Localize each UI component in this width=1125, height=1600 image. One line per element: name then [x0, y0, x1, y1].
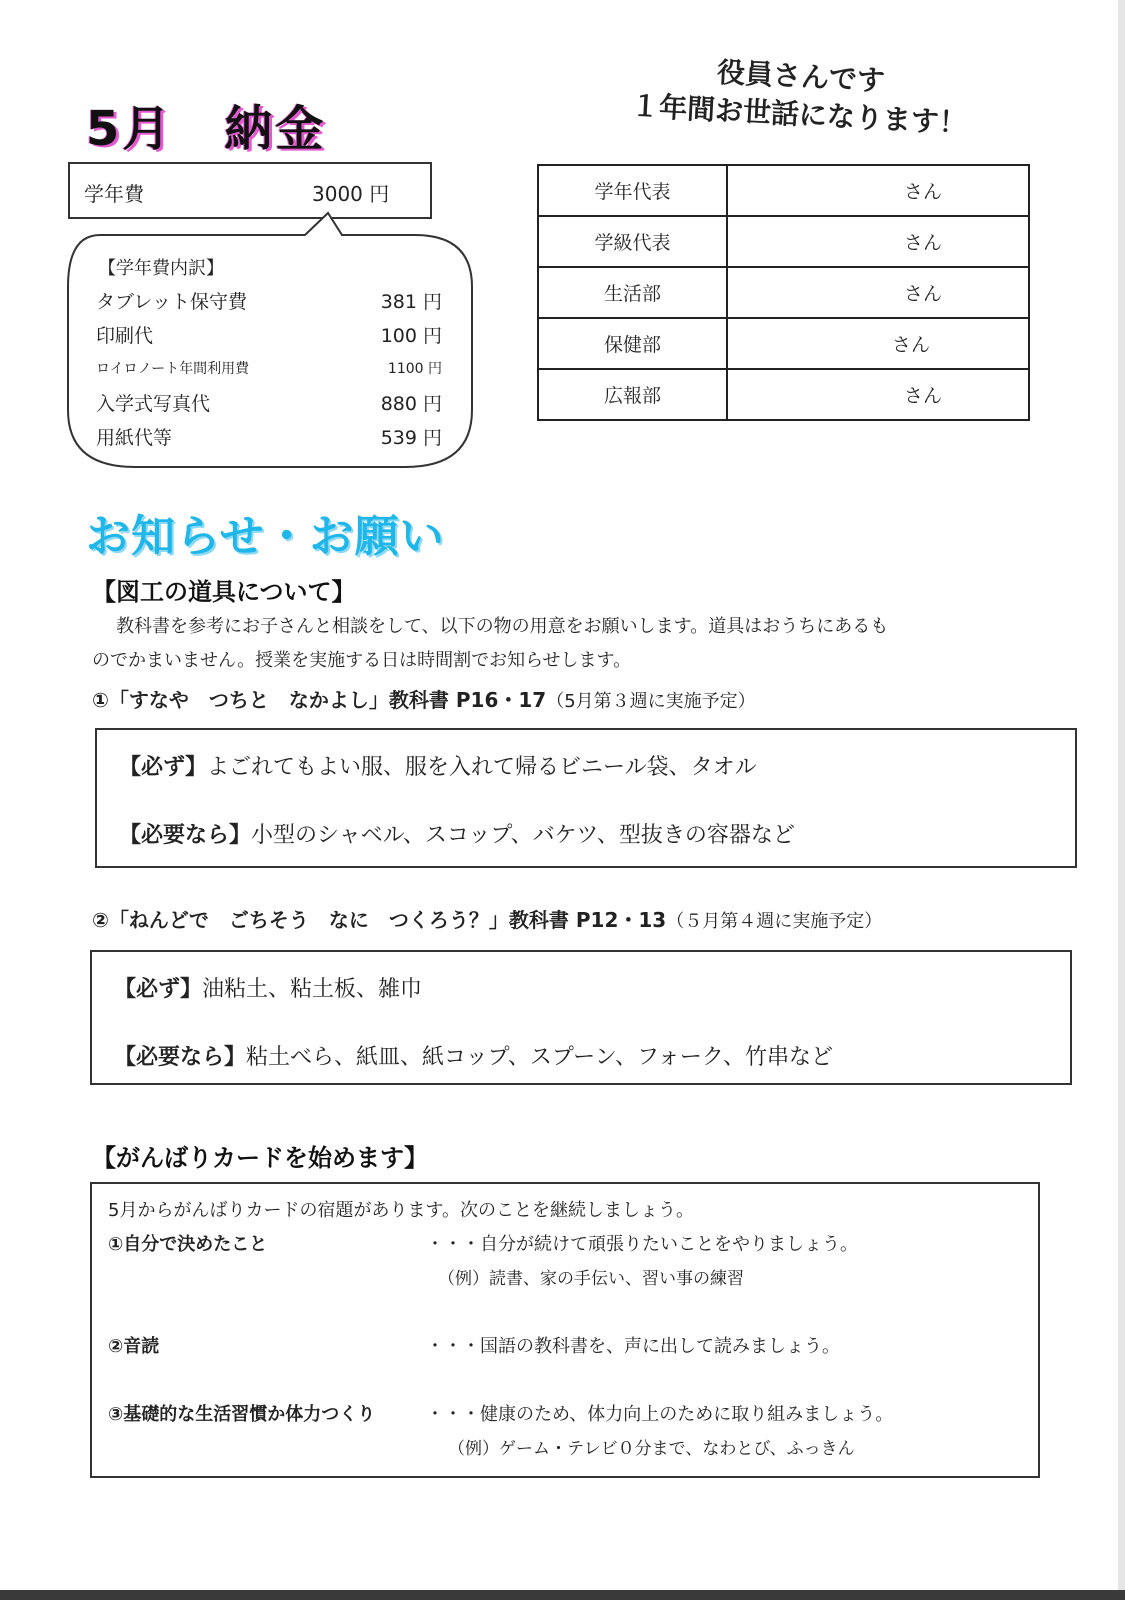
officer-name-cell: さん — [727, 369, 1029, 420]
required-line — [114, 972, 422, 1003]
officer-name-cell: さん — [727, 216, 1029, 267]
breakdown-item-name: 用紙代等 — [96, 427, 173, 449]
officers-title-line1: 役員さんです — [716, 55, 886, 98]
breakdown-row — [96, 321, 442, 348]
optional-line — [114, 1040, 833, 1071]
breakdown-item-amount: 100 円 — [380, 325, 442, 347]
art-item-heading — [92, 684, 756, 713]
required-items: よごれてもよい服、服を入れて帰るビニール袋、タオル — [207, 755, 757, 780]
card-heading: 【がんばりカードを始めます】 — [92, 1144, 428, 1172]
card-intro: 5月からがんばりカードの宿題があります。次のことを継続しましょう。 — [108, 1200, 695, 1221]
officers-table — [537, 164, 1030, 421]
officer-row — [538, 369, 1029, 420]
officers-title-line2: １年間お世話になります！ — [630, 89, 968, 140]
breakdown-item-name: タブレット保守費 — [96, 291, 248, 313]
required-label: 【必ず】 — [119, 755, 208, 780]
card-item-desc: ・・・自分が続けて頑張りたいことをやりましょう。 — [426, 1234, 858, 1255]
fee-title: 5月 納金 — [86, 101, 327, 157]
breakdown-item-name: 印刷代 — [96, 325, 154, 347]
page-edge-bottom — [0, 1590, 1125, 1600]
breakdown-row — [96, 287, 442, 314]
officer-role: 広報部 — [538, 369, 727, 420]
optional-line — [119, 818, 795, 849]
officer-row — [538, 216, 1029, 267]
breakdown-item-amount: 880 円 — [380, 393, 442, 415]
officer-name-cell: さん — [727, 267, 1029, 318]
breakdown-item-name: 入学式写真代 — [96, 393, 211, 415]
breakdown-row — [96, 358, 442, 378]
art-tools-intro-line2: のでかまいません。授業を実施する日は時間割でお知らせします。 — [92, 650, 632, 671]
card-item-name: ②音読 — [108, 1336, 160, 1357]
art-item-heading — [92, 904, 882, 933]
art-tools-intro — [92, 610, 1032, 678]
optional-items: 粘土べら、紙皿、紙コップ、スプーン、フォーク、竹串など — [246, 1045, 833, 1070]
officer-row — [538, 267, 1029, 318]
breakdown-row — [96, 389, 442, 416]
required-line — [119, 750, 757, 781]
breakdown-item-amount: 539 円 — [380, 427, 442, 449]
optional-items: 小型のシャベル、スコップ、バケツ、型抜きの容器など — [251, 823, 795, 848]
officer-row — [538, 318, 1029, 369]
breakdown-heading: 【学年費内訳】 — [98, 258, 224, 279]
notice-title: お知らせ・お願い — [86, 511, 445, 562]
breakdown-item-name: ロイロノート年間利用費 — [96, 361, 250, 377]
art-item-supplies-box — [90, 950, 1072, 1085]
officer-row — [538, 165, 1029, 216]
card-item-name: ③基礎的な生活習慣か体力つくり — [108, 1404, 376, 1425]
card-item-desc: ・・・国語の教科書を、声に出して読みましょう。 — [426, 1336, 840, 1357]
art-item-title: ②「ねんどで ごちそう なに つくろう？」教科書 P12・13 — [92, 908, 667, 932]
card-item-example: （例）ゲーム・テレビ０分まで、なわとび、ふっきん — [448, 1439, 855, 1459]
art-tools-intro-line1: 教科書を参考にお子さんと相談をして、以下の物の用意をお願いします。道具はおうちにあるも — [116, 616, 889, 637]
art-tools-heading: 【図工の道具について】 — [92, 578, 356, 606]
fee-label: 学年費 — [84, 182, 144, 206]
art-item-title: ①「すなや つちと なかよし」教科書 P16・17 — [92, 688, 547, 712]
card-item-desc: ・・・健康のため、体力向上のために取り組みましょう。 — [426, 1404, 894, 1425]
card-box — [90, 1182, 1040, 1478]
officer-role: 生活部 — [538, 267, 727, 318]
officer-name-cell: さん — [727, 318, 1029, 369]
officer-role: 学年代表 — [538, 165, 727, 216]
art-item-supplies-box — [95, 728, 1077, 868]
page-edge-right — [1118, 0, 1125, 1600]
art-item-schedule: （５月第４週に実施予定） — [666, 911, 883, 932]
breakdown-row — [96, 423, 442, 450]
officer-role: 保健部 — [538, 318, 727, 369]
required-items: 油粘土、粘土板、雑巾 — [202, 977, 423, 1002]
breakdown-item-amount: 381 円 — [380, 291, 442, 313]
optional-label: 【必要なら】 — [114, 1045, 247, 1070]
fee-amount: 3000 円 — [312, 182, 390, 206]
breakdown-item-amount: 1100 円 — [387, 361, 442, 377]
art-item-schedule: （5月第３週に実施予定） — [546, 691, 756, 712]
required-label: 【必ず】 — [114, 977, 203, 1002]
officer-role: 学級代表 — [538, 216, 727, 267]
optional-label: 【必要なら】 — [119, 823, 252, 848]
card-item-name: ①自分で決めたこと — [108, 1234, 268, 1255]
officer-name-cell: さん — [727, 165, 1029, 216]
officers-title — [598, 48, 1001, 145]
card-item-example: （例）読書、家の手伝い、習い事の練習 — [438, 1269, 744, 1289]
